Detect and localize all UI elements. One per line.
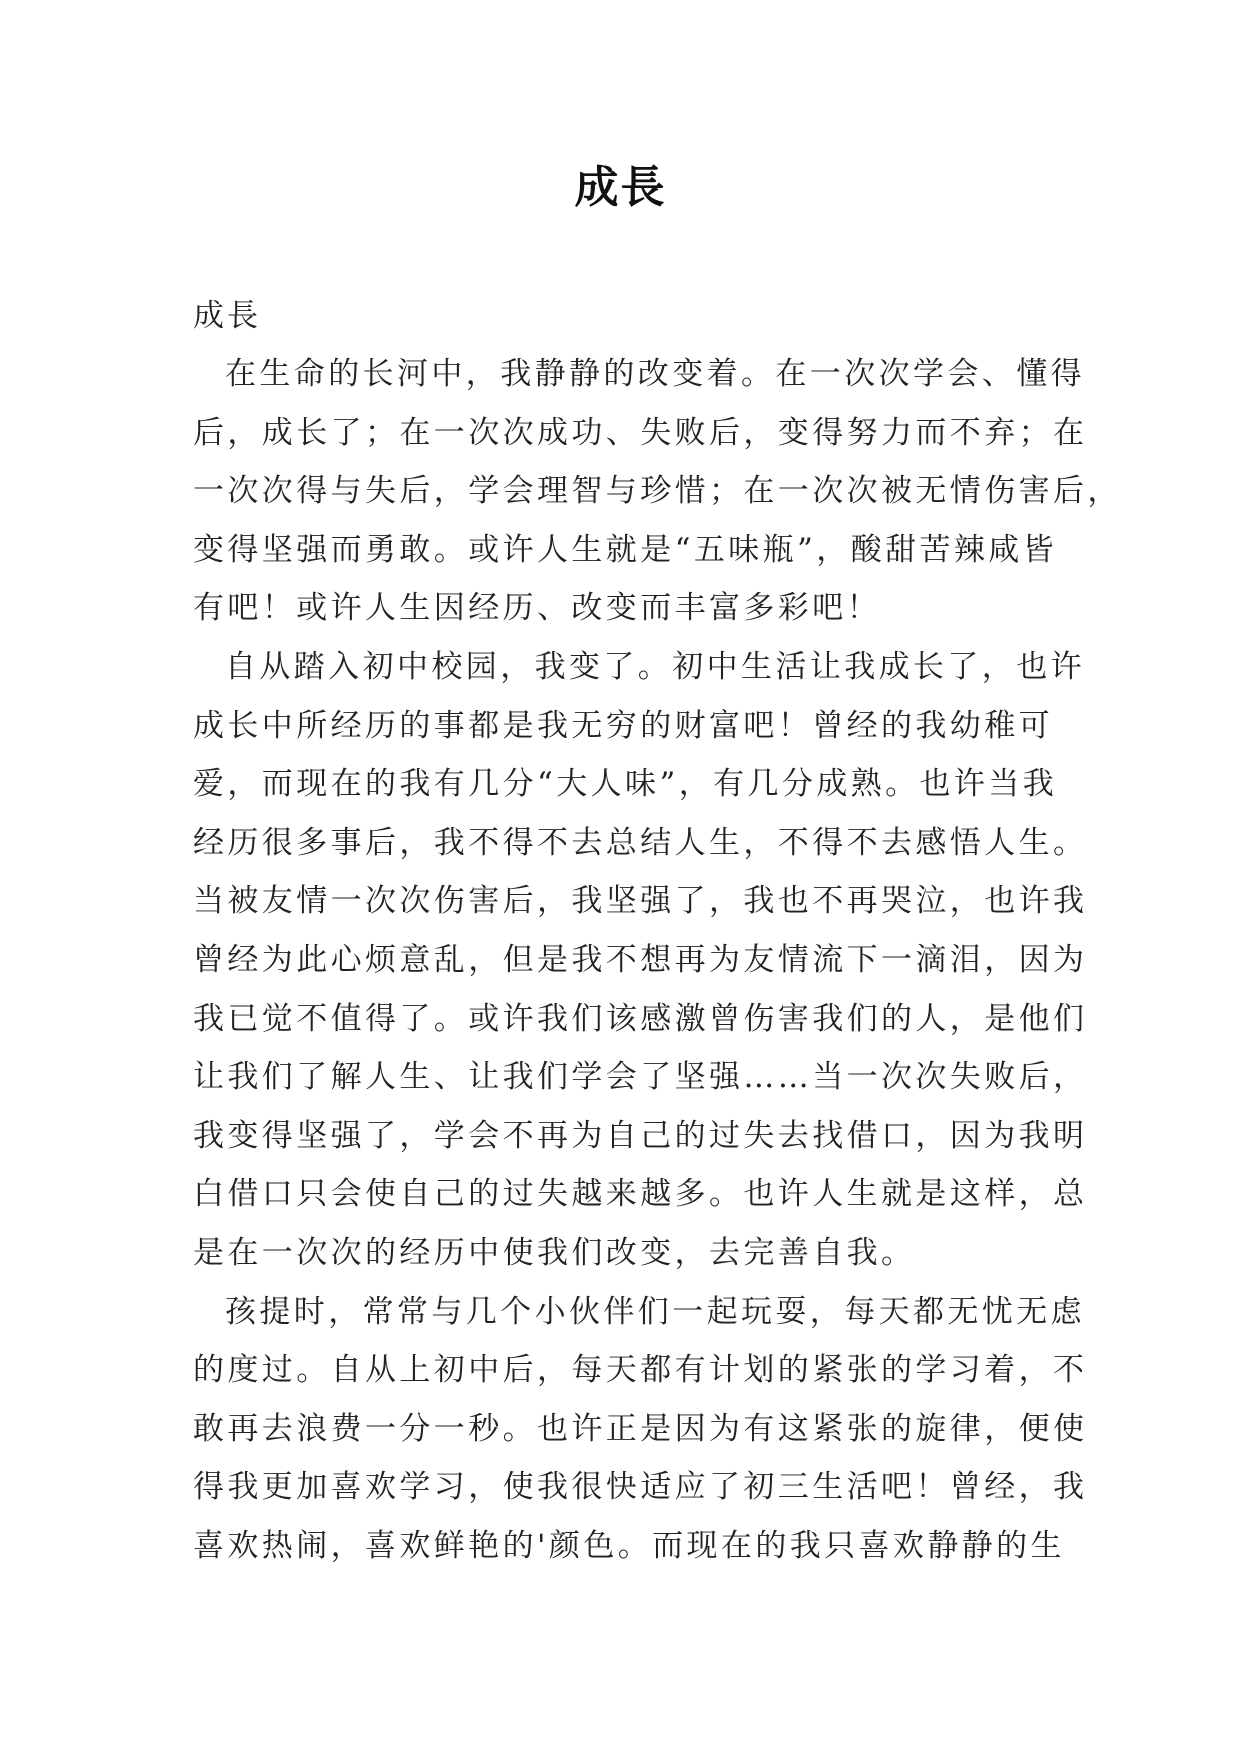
document-title: 成長 [574, 162, 667, 213]
paragraph-2-line-1: 自从踏入初中校园，我变了。初中生活让我成长了，也许 [225, 648, 1085, 685]
paragraph-2-line-9: 我变得坚强了，学会不再为自己的过失去找借口，因为我明 [193, 1117, 1088, 1154]
paragraph-3-line-4: 得我更加喜欢学习，使我很快适应了初三生活吧！曾经，我 [193, 1469, 1088, 1506]
paragraph-1-line-5: 有吧！或许人生因经历、改变而丰富多彩吧！ [193, 590, 881, 627]
paragraph-1-line-1: 在生命的长河中，我静静的改变着。在一次次学会、懂得 [225, 356, 1085, 392]
paragraph-1-line-4: 变得坚强而勇敢。或许人生就是“五味瓶”，酸甜苦辣咸皆 [193, 531, 1058, 568]
paragraph-2-line-10: 白借口只会使自己的过失越来越多。也许人生就是这样，总 [193, 1176, 1088, 1213]
essay-body [193, 287, 1122, 1575]
paragraph-1-line-3: 一次次得与失后，学会理智与珍惜；在一次次被无情伤害后， [193, 473, 1122, 510]
paragraph-2-line-5: 当被友情一次次伤害后，我坚强了，我也不再哭泣，也许我 [193, 883, 1088, 920]
paragraph-2-line-2: 成长中所经历的事都是我无穷的财富吧！曾经的我幼稚可 [193, 707, 1053, 744]
paragraph-3-line-3: 敢再去浪费一分一秒。也许正是因为有这紧张的旋律，便使 [193, 1410, 1088, 1447]
paragraph-2-line-4: 经历很多事后，我不得不去总结人生，不得不去感悟人生。 [193, 824, 1088, 861]
paragraph-3-line-1: 孩提时，常常与几个小伙伴们一起玩耍，每天都无忧无虑 [225, 1293, 1085, 1330]
paragraph-2-line-11: 是在一次次的经历中使我们改变，去完善自我。 [193, 1234, 916, 1271]
paragraph-2-line-3: 爱，而现在的我有几分“大人味”，有几分成熟。也许当我 [193, 766, 1058, 803]
essay-subheading: 成長 [193, 298, 261, 334]
paragraph-3-line-5: 喜欢热闹，喜欢鲜艳的'颜色。而现在的我只喜欢静静的生 [193, 1527, 1065, 1564]
paragraph-3-line-2: 的度过。自从上初中后，每天都有计划的紧张的学习着，不 [193, 1352, 1088, 1389]
paragraph-2-line-8: 让我们了解人生、让我们学会了坚强……当一次次失败后， [193, 1059, 1088, 1096]
paragraph-2-line-7: 我已觉不值得了。或许我们该感激曾伤害我们的人，是他们 [193, 1000, 1088, 1037]
paragraph-1-line-2: 后，成长了；在一次次成功、失败后，变得努力而不弃；在 [193, 414, 1088, 451]
paragraph-2-line-6: 曾经为此心烦意乱，但是我不想再为友情流下一滴泪，因为 [193, 941, 1088, 978]
